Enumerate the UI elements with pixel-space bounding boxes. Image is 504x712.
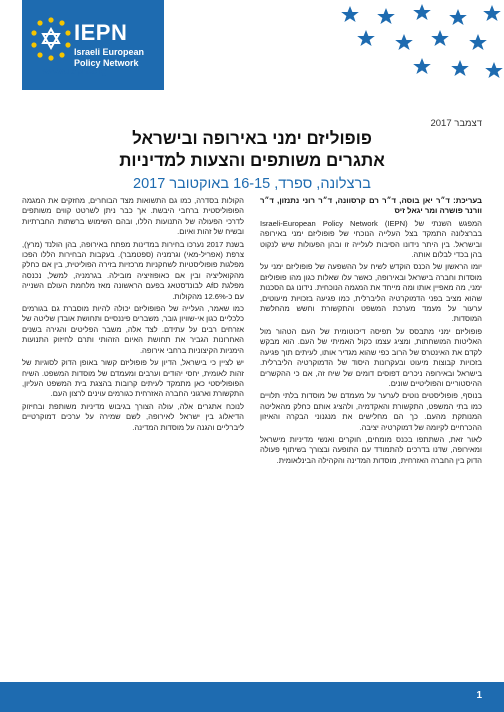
paragraph: יומו הראשון של הכנס הוקדש לשיח על ההשפעה של פופוליזם ימני על מוסדות וחברה בישראל ובאירופה, כאשר עלו שאלות כגון מהו פופוליזם ימני, מה מאפיין אותו ומה מייחד את המגמה הנוכחית. נידונו גם הסכנות שהוא מציב בפני הדמוקרטיה הליברלית, כמו פגיעה בזכויות מיעוטים, ערעור על מעמד מערכת המשפט והתקשורת וחשש מהחלשת המוסדות. <box>260 262 482 324</box>
page-header <box>0 0 504 95</box>
iepn-logo[interactable] <box>22 0 164 90</box>
left-column <box>22 196 244 658</box>
body-columns <box>22 196 482 658</box>
document-title-line-2: אתגרים משותפים והצעות למדיניות <box>119 151 385 170</box>
document-date: דצמבר 2017 <box>430 118 482 129</box>
logo-title: IEPN <box>74 20 128 45</box>
paragraph: לנוכח אתגרים אלה, עולה הצורך בגיבוש מדיניות משותפת ובחיזוק הדיאלוג בין ישראל לאירופה, לשם שמירה על ערכים דמוקרטיים ליברליים והגנה על מוסדות המדינה. <box>22 401 244 432</box>
paragraph: המפגש השנתי של Israeli-European Policy Network (IEPN) בברצלונה התמקד בצל העלייה הנוכחי של פופוליזם ימני באירופה ובישראל. בין היתר נידונו הסיבות לעלייה זו ובהן הפעולות שיש לנקוט בהן בכדי לבלום אותה. <box>260 218 482 260</box>
paragraph: בנוסף, פופוליסטים נוטים לערער על מעמדם של מוסדות בלתי תלויים כמו בתי המשפט, התקשורת והאקדמיה, ולהציג אותם כחלק מהאליטה המנותקת מהעם. כך הם מחלישים את מנגנוני הבקרה והאיזון ההכרחיים לקיומה של דמוקרטיה יציבה. <box>260 391 482 432</box>
star-of-david-eu-emblem-icon <box>26 14 76 64</box>
eu-stars-decoration-icon <box>340 0 504 95</box>
page-number: 1 <box>476 690 482 701</box>
paragraph: פופוליזם ימני מתבסס על תפיסה דיכוטומית של העם הטהור מול האליטות המושחתות, ומציג עצמו כקול האמיתי של העם. הוא מבקש לקדם את האינטרס של הרוב כפי שהוא מגדיר אותו, לעיתים תוך פגיעה בזכויות קבוצות מיעוט ובעקרונות היסוד של הדמוקרטיה הליברלית. בישראל ובאירופה ניכרים דפוסים דומים של שיח זה, אם כי ההקשרים ההיסטוריים והפוליטיים שונים. <box>260 326 482 388</box>
logo-subtitle: Israeli European Policy Network <box>74 47 145 68</box>
document-title-line-1: פופוליזם ימני באירופה ובישראל <box>132 129 372 148</box>
paragraph: כמו שאמר, העלייה של הפופוליזם יכולה להיות מוסברת גם בגורמים כלכליים כגון אי-שוויון גובר, משברים פיננסיים ותחושת אובדן שליטה של אזרחים רבים על עתידם. לצד אלה, משבר הפליטים והגירה בשנים האחרונות הגביר את תחושת האיום הזהותי ותרם לחיזוק התנועות הימניות הקיצוניות ברחבי אירופה. <box>22 304 244 355</box>
paragraph: בשנת 2017 נערכו בחירות במדינות מפתח באירופה, בהן הולנד (מרץ), צרפת (אפריל-מאי) וגרמניה (ספטמבר). בעקבות הבחירות הללו הפכו מפלגות פופוליסטיות לשחקניות מרכזיות בזירה הפוליטית, בין אם כחלק מהקואליציה ובין אם כאופוזיציה מובילה. בגרמניה, למשל, נכנסה מפלגת AfD לבונדסטאג בפעם הראשונה מאז מלחמת העולם השנייה עם כ-12.6% מהקולות. <box>22 239 244 301</box>
site-url[interactable]: www.iepn.org <box>42 66 108 77</box>
paragraph: יש לציין כי בישראל, הדיון על פופוליזם קשור באופן הדוק לסוגיות של זהות לאומית, יחסי יהודים וערבים ומעמדם של מוסדות המשפט. השיח הפופוליסטי כאן מתמקד לעיתים קרובות בהצגת בית המשפט העליון, התקשורת וארגוני החברה האזרחית כגורמים עוינים לרצון העם. <box>22 358 244 399</box>
paragraph: הקולות בסדרה, כמו גם התשואות מצד הבוחרים, מחזקים את המגמה הפופוליסטית ברחבי היבשת. אך כבר ניתן לשרטט קווים משותפים לדרכי הפעולה של התנועות הללו, ובהם השימוש ברשתות החברתיות ובשיח של זהות ואיום. <box>22 196 244 237</box>
right-column <box>260 196 482 658</box>
authors-line: בעריכת: ד״ר יאן בוסה, ד״ר רם קרסוונה, ד״ר רוני נתנזון, ד״ר וורנר פושרה ומר יגאל זיס <box>260 196 482 216</box>
document-subtitle: ברצלונה, ספרד, 16-15 באוקטובר 2017 <box>133 176 371 192</box>
document-title-block <box>22 128 482 195</box>
paragraph: לאור זאת, השתתפו בכנס מומחים, חוקרים ואנשי מדיניות מישראל ומאירופה, שדנו בדרכים להתמודד עם התופעה ובצורך בשיתוף פעולה הדוק בין החברה האזרחית, מוסדות המדינה והקהילה הבינלאומית. <box>260 434 482 465</box>
page-footer <box>0 682 504 712</box>
